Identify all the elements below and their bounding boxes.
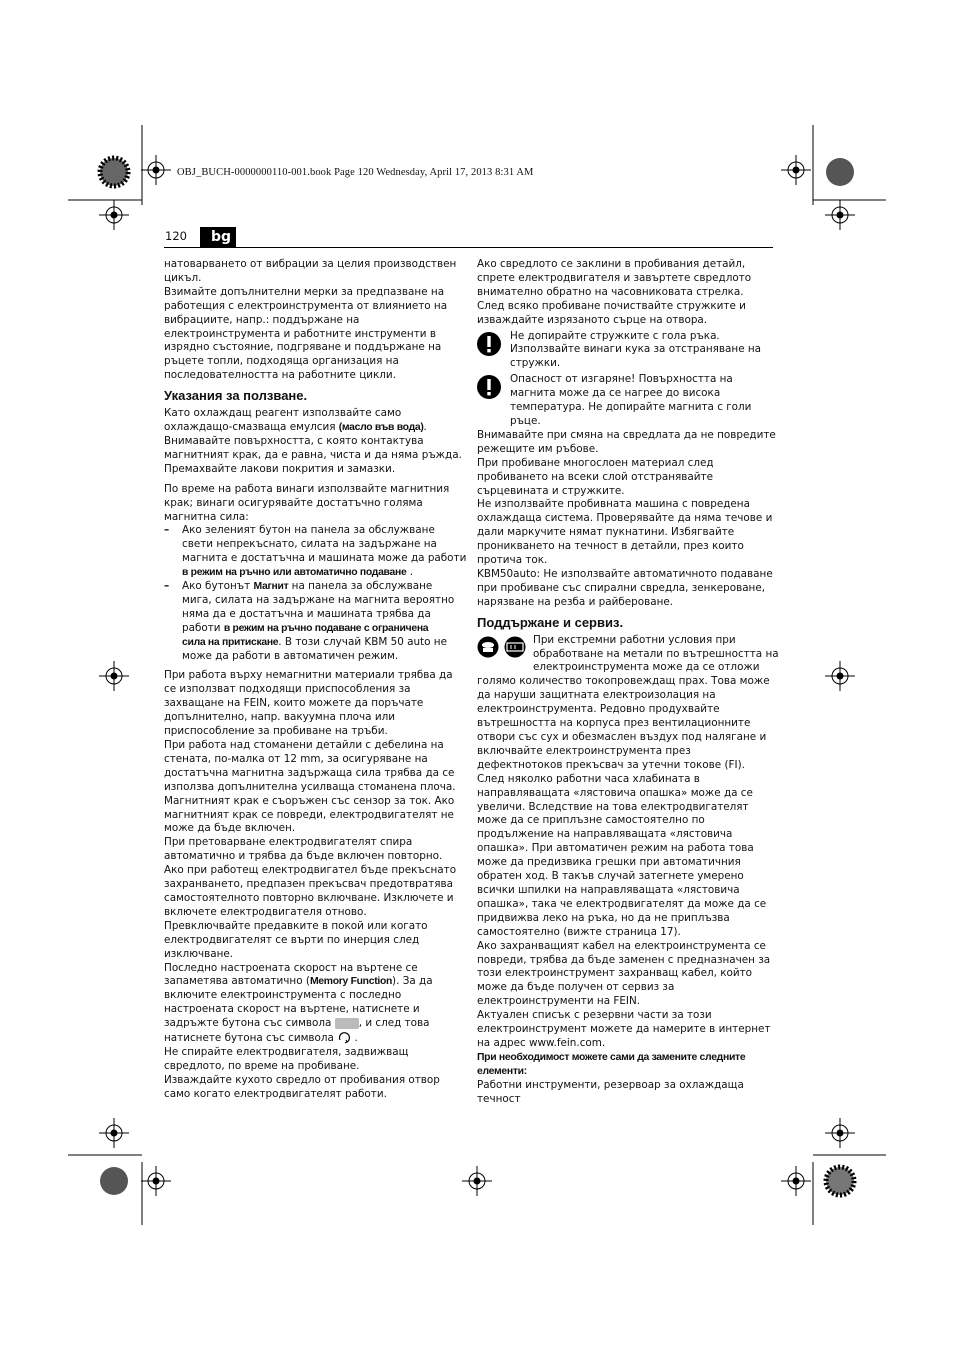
memory-button-icon bbox=[335, 1018, 359, 1029]
section-heading-usage: Указания за ползване. bbox=[164, 388, 308, 404]
paragraph: По време на работа винаги използвайте магнитния крак; винаги осигурявайте достатъчно голяма магнитна сила: bbox=[164, 482, 450, 523]
paragraph: Внимавайте повърхността, с която контактува магнитният крак, да е равна, чиста и да няма ръжда. Премахвайте лакови покрития и замазки. bbox=[164, 434, 462, 475]
paragraph: При необходимост можете сами да замените следните елементи: bbox=[477, 1051, 746, 1077]
left-column bbox=[164, 258, 467, 1102]
warning-exclamation-icon bbox=[477, 332, 501, 356]
right-column bbox=[477, 258, 779, 1106]
rotation-symbol-icon bbox=[337, 1031, 351, 1045]
paragraph: Взимайте допълнителни мерки за предпазване на работещия с електроинструмента от влиянието на вибрациите, напр.: поддържане на електроинструмента и работните инструменти в изрядно състояние, подгряване и поддържане на ръцете топли, подходяща организация на последователността на работните цикли. bbox=[164, 285, 448, 382]
paragraph: Ако свредлото се заклини в пробивания детайл, спрете електродвигателя и завъртете свредлото внимателно обратно на часовниковата стрелка. bbox=[477, 258, 752, 298]
paragraph: Като охлаждащ реагент използвайте само охлаждащо-смазваща емулсия (масло във вода). bbox=[164, 407, 427, 434]
paragraph: При работа върху немагнитни материали трябва да се използват подходящи приспособления за захващане на FEIN, които можете да поръчате допълнително, напр. вакуумна плоча или приспособление за пробиване на тръби. bbox=[164, 669, 453, 738]
section-heading-service: Поддържане и сервиз. bbox=[477, 614, 624, 630]
service-paragraph: При екстремни работни условия при обработване на метали по вътрешността на електроинструмента може да се отложи голямо количество токопровеждащ прах. Това може да наруши защитната електроизолация на електроинструмента. Редовно продухвайте вътрешността на корпуса през вентилационните отвори със сух и обезмаслен въздух под налягане и включвайте електроинструмента през дефектнотоков прекъсвач за утечни токове (FI). bbox=[477, 633, 779, 771]
list-item: – Ако бутонът Магнит на панела за обслужване мига, силата на задържане на магнита вероятно няма да е достатъчна и машината трябва да работи в режим на ръчно подаване с ограничена сила на притискане. В този случай KBM 50 auto не може да работи в автоматичен режим. bbox=[164, 580, 455, 662]
list-item: – Ако зеленият бутон на панела за обслужване свети непрекъснато, силата на задържане на магнита е достатъчна и машината може да работи в режим на ръчно или автоматично подаване . bbox=[164, 524, 467, 579]
paragraph: Внимавайте при смяна на свредлата да не повредите режещите им ръбове. bbox=[477, 428, 776, 455]
paragraph: След всяко пробиване почиствайте стружките и изваждайте изрязаното сърце на отвора. bbox=[477, 299, 746, 326]
page-number: 120 bbox=[165, 229, 187, 243]
paragraph: Превключвайте предавките в покой или когато електродвигателят се върти по инерция след изключване. bbox=[164, 919, 428, 960]
paragraph: Работни инструменти, резервоар за охлаждаща течност bbox=[477, 1078, 744, 1105]
language-badge: bg bbox=[200, 227, 236, 247]
paragraph: След няколко работни часа хлабината в направляващата «лястовича опашка» може да се увеличи. Вследствие на това електродвигателят може да се приплъзне самостоятелно по продължение на направляващата «лястовича опашка». При автоматичен режим на работа това може да предизвика грешки при автоматичния обратен ход. В такъв случай затегнете умерено всички шпилки на направляващата «лястовича опашка», така че електродвигателят да може да се придвижва леко на ръка, но да не приплъзва самостоятелно (вижте страница 17). bbox=[477, 772, 767, 938]
paragraph: натоварването от вибрации за целия производствен цикъл. bbox=[164, 258, 457, 284]
header-rule bbox=[164, 247, 773, 248]
paragraph: При работа над стоманени детайли с дебелина на стената, по-малка от 12 mm, за осигуряване на достатъчна магнитна задържаща сила трябва да се използва допълнителна усилваща стоманена плоча. bbox=[164, 739, 456, 793]
warning-block: Опасност от изгаряне! Повърхността на магнита може да се нагрее до висока температура. Не допирайте магнита с голи ръце. bbox=[477, 373, 771, 429]
safety-icons bbox=[477, 636, 527, 658]
paragraph: Ако при работещ електродвигател бъде прекъснато захранването, предпазен прекъсвач предотвратява самостоятелното повторно включване. Изключете и включете електродвигателя отново. bbox=[164, 864, 457, 918]
paragraph: Ако захранващият кабел на електроинструмента се повреди, трябва да бъде заменен с предназначен за този електроинструмент захранващ кабел, който може да бъде получен от сервиз за електроинструменти на FEIN. bbox=[477, 939, 771, 1008]
paragraph: Изваждайте кухото свредло от пробивания отвор само когато електродвигателят работи. bbox=[164, 1073, 440, 1100]
paragraph: При пробиване многослоен материал след пробиването на всеки слой отстранявайте сърцевината и стружките. bbox=[477, 456, 714, 497]
paragraph: При претоварване електродвигателят спира автоматично и трябва да бъде включен повторно. bbox=[164, 836, 443, 863]
warning-exclamation-icon bbox=[477, 375, 501, 399]
warning-block: Не допирайте стружките с гола ръка. Използвайте винаги кука за отстраняване на стружки. bbox=[477, 330, 771, 372]
paragraph: Актуален списък с резервни части за този електроинструмент можете да намерите в интернет на адрес www.fein.com. bbox=[477, 1009, 771, 1049]
paragraph: KBM50auto: Не използвайте автоматичното подаване при пробиване със спирални свредла, зенкероване, нарязване на резба и райбероване. bbox=[477, 567, 773, 608]
book-info-line: OBJ_BUCH-0000000110-001.book Page 120 Wednesday, April 17, 2013 8:31 AM bbox=[177, 167, 534, 178]
paragraph: Магнитният крак е съоръжен със сензор за ток. Ако магнитният крак се повреди, електродвигателят не може да бъде включен. bbox=[164, 794, 455, 835]
paragraph: Не спирайте електродвигателя, задвижващ свредлото, по време на пробиване. bbox=[164, 1045, 409, 1072]
paragraph: Не използвайте пробивната машина с повредена охлаждаща система. Проверявайте да няма течове и дали маркучите нямат пукнатини. Избягвайте проникването на течност в детайли, през които протича ток. bbox=[477, 498, 773, 567]
paragraph: Последно настроената скорост на въртене се запаметява автоматично (Memory Function). За да включите електроинструмента с последно настроената скорост на въртене, натиснете и задръжте бутона със символа , и след това натиснете бутона със символа . bbox=[164, 961, 433, 1045]
